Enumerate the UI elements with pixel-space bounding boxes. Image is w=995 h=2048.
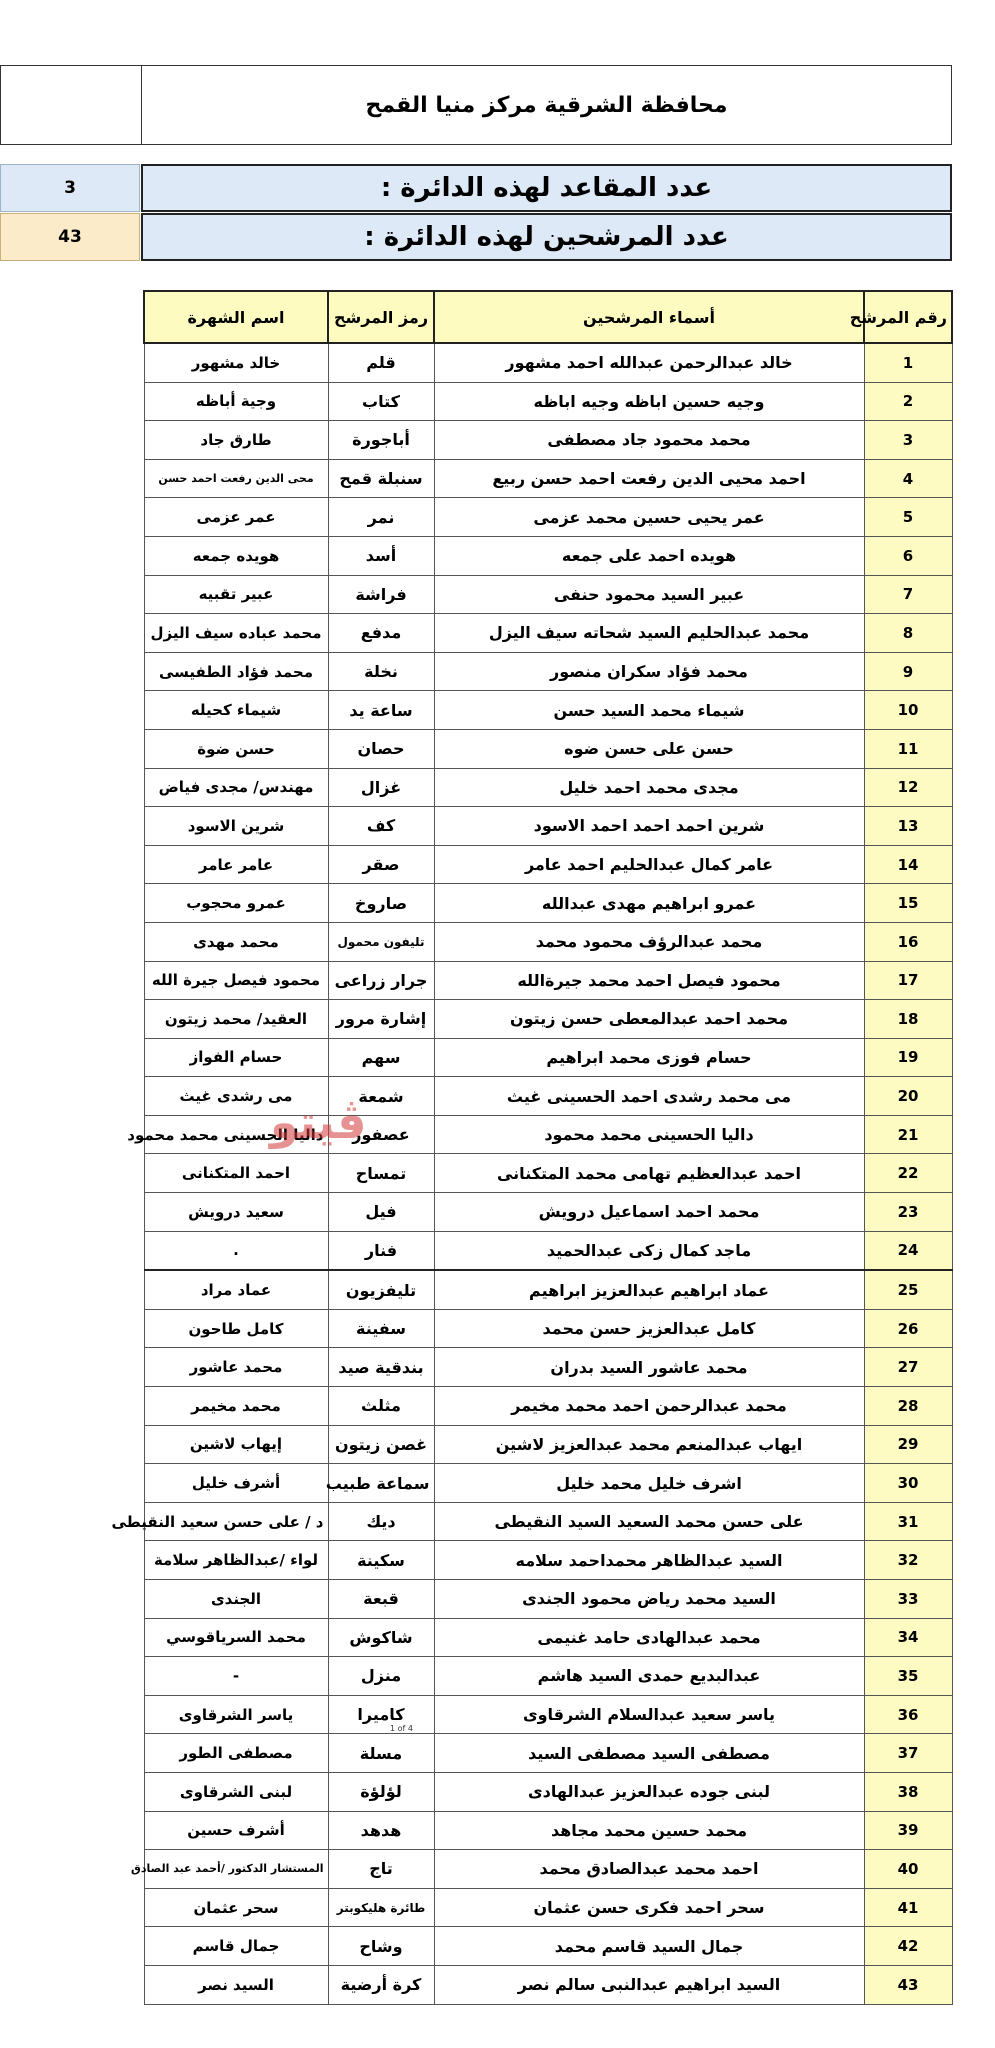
candidate-number: 42: [864, 1927, 952, 1966]
candidate-nickname: وجية أباظه: [144, 382, 328, 421]
candidate-symbol: منزل: [328, 1657, 434, 1696]
candidate-symbol: فيل: [328, 1193, 434, 1232]
candidate-nickname: مهندس/ مجدى فياض: [144, 768, 328, 807]
candidate-number: 6: [864, 536, 952, 575]
candidate-symbol: بندقية صيد: [328, 1348, 434, 1387]
header-candidate-names: أسماء المرشحين: [434, 291, 864, 343]
page-number: 1 of 4: [390, 1724, 413, 1733]
candidate-symbol: ديك: [328, 1502, 434, 1541]
candidate-name: السيد ابراهيم عبدالنبى سالم نصر: [434, 1965, 864, 2004]
table-row: [144, 421, 952, 460]
candidate-name: محمد عبدالرؤف محمود محمد: [434, 922, 864, 961]
candidate-nickname: لبنى الشرقاوى: [144, 1772, 328, 1811]
candidate-nickname: جمال قاسم: [144, 1927, 328, 1966]
candidate-symbol: لؤلؤة: [328, 1772, 434, 1811]
table-row: [144, 459, 952, 498]
table-row: [144, 1038, 952, 1077]
candidate-symbol: كف: [328, 807, 434, 846]
candidate-nickname: عمرو محجوب: [144, 884, 328, 923]
candidate-symbol: أسد: [328, 536, 434, 575]
table-row: [144, 1387, 952, 1426]
table-row: [144, 1077, 952, 1116]
candidate-nickname: احمد المتكنانى: [144, 1154, 328, 1193]
candidate-number: 34: [864, 1618, 952, 1657]
candidate-symbol: مسلة: [328, 1734, 434, 1773]
table-row: [144, 1734, 952, 1773]
candidate-symbol: فراشة: [328, 575, 434, 614]
candidate-nickname: خالد مشهور: [144, 343, 328, 382]
candidate-number: 40: [864, 1850, 952, 1889]
candidate-symbol: نمر: [328, 498, 434, 537]
candidate-number: 1: [864, 343, 952, 382]
candidate-number: 27: [864, 1348, 952, 1387]
candidate-name: ماجد كمال زكى عبدالحميد: [434, 1231, 864, 1270]
candidate-symbol: فنار: [328, 1231, 434, 1270]
candidate-nickname: محى الدين رفعت احمد حسن: [144, 459, 328, 498]
table-row: [144, 1850, 952, 1889]
candidate-symbol: هدهد: [328, 1811, 434, 1850]
candidate-number: 13: [864, 807, 952, 846]
table-row: [144, 691, 952, 730]
watermark-logo: ڤيتو: [270, 1095, 367, 1149]
candidate-name: عامر كمال عبدالحليم احمد عامر: [434, 845, 864, 884]
candidate-nickname: عماد مراد: [144, 1270, 328, 1309]
candidate-number: 4: [864, 459, 952, 498]
page-title: محافظة الشرقية مركز منيا القمح: [365, 92, 728, 118]
candidate-number: 7: [864, 575, 952, 614]
table-row: [144, 498, 952, 537]
seats-label: عدد المقاعد لهذه الدائرة :: [141, 164, 952, 212]
candidate-name: محمد احمد عبدالمعطى حسن زيتون: [434, 1000, 864, 1039]
candidate-nickname: المستشار الدكتور /أحمد عبد الصادق: [144, 1850, 328, 1889]
candidate-name: مصطفى السيد مصطفى السيد: [434, 1734, 864, 1773]
candidate-symbol: طائرة هليكوبتر: [328, 1888, 434, 1927]
candidate-nickname: شرين الاسود: [144, 807, 328, 846]
candidate-nickname: سعيد درويش: [144, 1193, 328, 1232]
candidate-name: شيماء محمد السيد حسن: [434, 691, 864, 730]
table-row: [144, 1231, 952, 1270]
candidate-symbol: ساعة يد: [328, 691, 434, 730]
candidate-symbol: مثلث: [328, 1387, 434, 1426]
candidate-number: 29: [864, 1425, 952, 1464]
candidate-number: 36: [864, 1695, 952, 1734]
candidate-nickname: شيماء كحيله: [144, 691, 328, 730]
candidate-symbol: إشارة مرور: [328, 1000, 434, 1039]
candidate-name: داليا الحسينى محمد محمود: [434, 1115, 864, 1154]
candidate-name: حسام فوزى محمد ابراهيم: [434, 1038, 864, 1077]
candidate-number: 26: [864, 1309, 952, 1348]
candidate-number: 16: [864, 922, 952, 961]
table-row: [144, 1193, 952, 1232]
candidate-nickname: عمر عزمى: [144, 498, 328, 537]
candidate-name: محمد حسين محمد مجاهد: [434, 1811, 864, 1850]
candidate-number: 5: [864, 498, 952, 537]
candidate-name: عماد ابراهيم عبدالعزيز ابراهيم: [434, 1270, 864, 1309]
candidates-count-row: [0, 213, 952, 261]
candidate-nickname: محمد عاشور: [144, 1348, 328, 1387]
candidate-symbol: سماعة طبيب: [328, 1464, 434, 1503]
candidate-name: محمد عبدالحليم السيد شحاته سيف اليزل: [434, 614, 864, 653]
table-row: [144, 768, 952, 807]
candidate-symbol: نخلة: [328, 652, 434, 691]
table-row: [144, 1965, 952, 2004]
candidate-nickname: لواء /عبدالظاهر سلامة: [144, 1541, 328, 1580]
candidate-symbol: سهم: [328, 1038, 434, 1077]
candidate-nickname: محمد السرياقوسي: [144, 1618, 328, 1657]
candidate-nickname: كامل طاحون: [144, 1309, 328, 1348]
candidate-name: عمر يحيى حسين محمد عزمى: [434, 498, 864, 537]
candidate-name: سحر احمد فكرى حسن عثمان: [434, 1888, 864, 1927]
table-row: [144, 1541, 952, 1580]
candidate-name: عبير السيد محمود حنفى: [434, 575, 864, 614]
candidate-number: 9: [864, 652, 952, 691]
candidates-count-value: 43: [0, 213, 140, 261]
candidate-symbol: وشاح: [328, 1927, 434, 1966]
candidate-number: 41: [864, 1888, 952, 1927]
candidate-nickname: ياسر الشرقاوى: [144, 1695, 328, 1734]
candidate-symbol: صقر: [328, 845, 434, 884]
candidate-nickname: مى رشدى غيث: [144, 1077, 328, 1116]
table-row: [144, 1425, 952, 1464]
candidate-name: احمد محيى الدين رفعت احمد حسن ربيع: [434, 459, 864, 498]
candidate-name: مجدى محمد احمد خليل: [434, 768, 864, 807]
candidate-nickname: عامر عامر: [144, 845, 328, 884]
candidate-number: 8: [864, 614, 952, 653]
candidate-number: 12: [864, 768, 952, 807]
candidate-nickname: العقيد/ محمد زيتون: [144, 1000, 328, 1039]
table-row: [144, 884, 952, 923]
candidate-number: 22: [864, 1154, 952, 1193]
candidate-symbol: غصن زيتون: [328, 1425, 434, 1464]
candidate-number: 14: [864, 845, 952, 884]
table-row: [144, 1154, 952, 1193]
candidate-name: محمد عبدالرحمن احمد محمد مخيمر: [434, 1387, 864, 1426]
candidate-name: هويده احمد على جمعه: [434, 536, 864, 575]
candidate-nickname: مصطفى الطور: [144, 1734, 328, 1773]
candidate-name: وجيه حسين اباظه وجيه اباظه: [434, 382, 864, 421]
table-row: [144, 382, 952, 421]
candidate-symbol: شاكوش: [328, 1618, 434, 1657]
candidate-symbol: تليفون محمول: [328, 922, 434, 961]
candidate-name: محمد عبدالهادى حامد غنيمى: [434, 1618, 864, 1657]
table-row: [144, 1000, 952, 1039]
candidate-name: حسن على حسن ضوه: [434, 729, 864, 768]
candidate-number: 37: [864, 1734, 952, 1773]
header-candidate-symbol: رمز المرشح: [328, 291, 434, 343]
candidate-nickname: داليا الحسينى محمد محمود: [144, 1115, 328, 1154]
candidate-number: 32: [864, 1541, 952, 1580]
candidate-nickname: السيد نصر: [144, 1965, 328, 2004]
candidate-nickname: د / على حسن سعيد النقيطى: [144, 1502, 328, 1541]
table-header-row: [144, 291, 952, 343]
candidate-symbol: تمساح: [328, 1154, 434, 1193]
candidate-symbol: تاج: [328, 1850, 434, 1889]
candidate-name: محمد احمد اسماعيل درويش: [434, 1193, 864, 1232]
candidate-symbol: قلم: [328, 343, 434, 382]
table-row: [144, 729, 952, 768]
header-nickname: اسم الشهرة: [144, 291, 328, 343]
table-row: [144, 1580, 952, 1619]
candidate-name: محمد فؤاد سكران منصور: [434, 652, 864, 691]
governorate-header: [0, 65, 952, 145]
candidate-nickname: طارق جاد: [144, 421, 328, 460]
candidate-symbol: عصفور: [328, 1115, 434, 1154]
candidate-number: 28: [864, 1387, 952, 1426]
table-row: [144, 1657, 952, 1696]
candidate-name: على حسن محمد السعيد السيد النقيطى: [434, 1502, 864, 1541]
candidate-symbol: حصان: [328, 729, 434, 768]
table-row: [144, 922, 952, 961]
table-row: [144, 961, 952, 1000]
candidate-nickname: سحر عثمان: [144, 1888, 328, 1927]
candidate-symbol: كاميرا: [328, 1695, 434, 1734]
candidate-number: 25: [864, 1270, 952, 1309]
candidate-name: السيد محمد رياض محمود الجندى: [434, 1580, 864, 1619]
candidate-symbol: جرار زراعى: [328, 961, 434, 1000]
candidate-name: مى محمد رشدى احمد الحسينى غيث: [434, 1077, 864, 1116]
candidate-nickname: محمود فيصل جيرة الله: [144, 961, 328, 1000]
candidate-name: لبنى جوده عبدالعزيز عبدالهادى: [434, 1772, 864, 1811]
candidate-number: 10: [864, 691, 952, 730]
table-row: [144, 1695, 952, 1734]
candidate-number: 23: [864, 1193, 952, 1232]
candidate-number: 33: [864, 1580, 952, 1619]
candidates-table: [111, 290, 953, 2005]
candidate-number: 20: [864, 1077, 952, 1116]
candidate-number: 38: [864, 1772, 952, 1811]
candidate-nickname: عبير تقبيه: [144, 575, 328, 614]
table-row: [144, 1927, 952, 1966]
candidate-name: خالد عبدالرحمن عبدالله احمد مشهور: [434, 343, 864, 382]
seats-row: [0, 164, 952, 212]
candidate-nickname: .: [144, 1231, 328, 1270]
candidate-symbol: مدفع: [328, 614, 434, 653]
candidate-name: عمرو ابراهيم مهدى عبدالله: [434, 884, 864, 923]
table-row: [144, 1618, 952, 1657]
candidate-name: محمود فيصل احمد محمد جيرةالله: [434, 961, 864, 1000]
candidate-name: احمد محمد عبدالصادق محمد: [434, 1850, 864, 1889]
candidate-name: شرين احمد احمد احمد الاسود: [434, 807, 864, 846]
candidate-name: ياسر سعيد عبدالسلام الشرقاوى: [434, 1695, 864, 1734]
candidate-number: 3: [864, 421, 952, 460]
candidate-symbol: سفينة: [328, 1309, 434, 1348]
candidate-nickname: محمد مهدى: [144, 922, 328, 961]
table-row: [144, 536, 952, 575]
table-row: [144, 575, 952, 614]
table-row: [144, 1348, 952, 1387]
seats-value: 3: [0, 164, 140, 212]
candidate-nickname: الجندى: [144, 1580, 328, 1619]
candidate-number: 11: [864, 729, 952, 768]
candidate-nickname: حسن ضوة: [144, 729, 328, 768]
table-row: [144, 807, 952, 846]
table-row: [144, 1309, 952, 1348]
candidate-symbol: كرة أرضية: [328, 1965, 434, 2004]
candidates-count-label: عدد المرشحين لهذه الدائرة :: [141, 213, 952, 261]
candidate-symbol: أباجورة: [328, 421, 434, 460]
candidate-name: كامل عبدالعزيز حسن محمد: [434, 1309, 864, 1348]
candidate-number: 21: [864, 1115, 952, 1154]
candidate-symbol: سكينة: [328, 1541, 434, 1580]
candidate-symbol: صاروخ: [328, 884, 434, 923]
candidate-nickname: أشرف خليل: [144, 1464, 328, 1503]
table-row: [144, 1464, 952, 1503]
table-row: [144, 1270, 952, 1309]
candidate-symbol: تليفزيون: [328, 1270, 434, 1309]
candidate-number: 35: [864, 1657, 952, 1696]
candidate-name: جمال السيد قاسم محمد: [434, 1927, 864, 1966]
candidate-number: 39: [864, 1811, 952, 1850]
candidate-nickname: هويده جمعه: [144, 536, 328, 575]
candidate-number: 43: [864, 1965, 952, 2004]
candidate-number: 18: [864, 1000, 952, 1039]
candidate-symbol: كتاب: [328, 382, 434, 421]
candidate-nickname: حسام الفواز: [144, 1038, 328, 1077]
candidate-name: السيد عبدالظاهر محمداحمد سلامه: [434, 1541, 864, 1580]
table-row: [144, 845, 952, 884]
candidate-symbol: قبعة: [328, 1580, 434, 1619]
candidate-name: عبدالبديع حمدى السيد هاشم: [434, 1657, 864, 1696]
table-row: [144, 652, 952, 691]
candidate-name: احمد عبدالعظيم تهامى محمد المتكنانى: [434, 1154, 864, 1193]
candidate-nickname: محمد مخيمر: [144, 1387, 328, 1426]
candidate-nickname: إيهاب لاشين: [144, 1425, 328, 1464]
table-row: [144, 1115, 952, 1154]
candidate-name: ايهاب عبدالمنعم محمد عبدالعزيز لاشين: [434, 1425, 864, 1464]
candidate-number: 24: [864, 1231, 952, 1270]
candidate-name: اشرف خليل محمد خليل: [434, 1464, 864, 1503]
table-row: [144, 1502, 952, 1541]
candidate-symbol: غزال: [328, 768, 434, 807]
table-row: [144, 1888, 952, 1927]
candidate-number: 31: [864, 1502, 952, 1541]
candidate-nickname: -: [144, 1657, 328, 1696]
candidate-nickname: محمد فؤاد الطفيسى: [144, 652, 328, 691]
candidate-number: 30: [864, 1464, 952, 1503]
header-candidate-number: رقم المرشح: [864, 291, 952, 343]
table-row: [144, 614, 952, 653]
candidate-symbol: سنبلة قمح: [328, 459, 434, 498]
candidate-nickname: محمد عباده سيف اليزل: [144, 614, 328, 653]
candidate-number: 19: [864, 1038, 952, 1077]
table-row: [144, 343, 952, 382]
candidate-number: 15: [864, 884, 952, 923]
candidate-number: 2: [864, 382, 952, 421]
candidate-name: محمد محمود جاد مصطفى: [434, 421, 864, 460]
candidate-symbol: شمعة: [328, 1077, 434, 1116]
table-row: [144, 1772, 952, 1811]
candidate-nickname: أشرف حسين: [144, 1811, 328, 1850]
candidate-number: 17: [864, 961, 952, 1000]
candidate-name: محمد عاشور السيد بدران: [434, 1348, 864, 1387]
table-row: [144, 1811, 952, 1850]
